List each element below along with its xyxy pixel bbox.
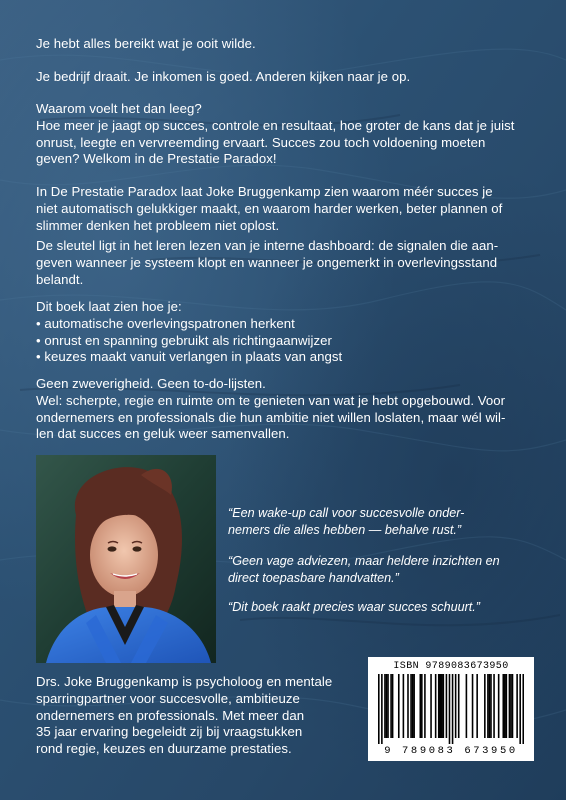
barcode-bar [421, 674, 423, 738]
review-quote-3 [228, 599, 548, 616]
key-line: geven wanneer je systeem klopt en wanneer je ongemerkt in overlevingsstand [36, 254, 498, 270]
quote-line: direct toepasbare handvatten.” [228, 570, 399, 585]
quote-line: nemers die alles hebben — behalve rust.” [228, 522, 462, 537]
review-quote-2 [228, 553, 548, 587]
barcode-bars [378, 674, 524, 744]
barcode-bar [516, 674, 518, 738]
barcode-bar [441, 674, 443, 738]
list-item: • onrust en spanning gebruikt als richtingaanwijzer [36, 332, 332, 348]
barcode-bar [424, 674, 426, 738]
paradox-line: onrust, leegte en vervreemding ervaart. Succes zou toch voldoening moeten [36, 134, 486, 150]
author-photo [36, 455, 216, 663]
paradox-line: Hoe meer je jaagt op succes, controle en resultaat, hoe groter de kans dat je juist [36, 117, 515, 133]
barcode-bar [430, 674, 432, 738]
barcode-bar [446, 674, 448, 738]
author-bio [36, 674, 356, 758]
barcode-bar [387, 674, 389, 738]
barcode-bar [510, 674, 512, 738]
paradox-paragraph [36, 101, 536, 168]
barcode-bar [519, 674, 521, 744]
isbn-label: ISBN 9789083673950 [393, 661, 509, 672]
closing-line: Geen zweverigheid. Geen to-do-lijsten. [36, 376, 266, 391]
key-line: De sleutel ligt in het leren lezen van je interne dashboard: de signalen die aan- [36, 238, 499, 253]
barcode-bar [390, 674, 392, 738]
barcode-bar [489, 674, 491, 738]
book-intro-line: slimmer denken het probleem niet oplost. [36, 217, 280, 233]
list-item: • keuzes maakt vanuit verlangen in plaats van angst [36, 349, 343, 365]
bio-line: rond regie, keuzes en duurzame prestaties. [36, 741, 292, 757]
closing-line: ondernemers en professionals die hun ambitie niet willen loslaten, maar wél wil- [36, 409, 506, 425]
closing-line: len dat succes en geluk weer samenvallen. [36, 426, 290, 442]
barcode-bar [398, 674, 400, 738]
barcode-bar [384, 674, 386, 738]
closing-line: Wel: scherpte, regie en ruimte om te genieten van wat je hebt opgebouwd. Voor [36, 392, 506, 408]
paradox-question: Waarom voelt het dan leeg? [36, 101, 202, 116]
barcode-bar [504, 674, 506, 738]
quote-line: “Dit boek raakt precies waar succes schuurt.” [228, 600, 480, 614]
barcode-bar [449, 674, 451, 744]
quote-line: “Geen vage adviezen, maar heldere inzichten en [228, 554, 500, 568]
barcode-bar [412, 674, 414, 738]
list-item: • automatische overlevingspatronen herkent [36, 315, 295, 331]
barcode-bar [407, 674, 409, 738]
barcode-bar [378, 674, 380, 744]
barcode-bar [439, 674, 441, 738]
barcode-bar [403, 674, 405, 738]
review-quote-1 [228, 505, 548, 539]
barcode-bar [498, 674, 500, 738]
barcode-bar [512, 674, 514, 738]
book-intro-paragraph [36, 184, 536, 234]
barcode-bar [487, 674, 489, 738]
barcode-bar [438, 674, 440, 738]
barcode-bar [386, 674, 388, 738]
barcode-bar [490, 674, 492, 738]
barcode-bar [502, 674, 504, 738]
barcode-bar [466, 674, 468, 738]
intro-line: Je bedrijf draait. Je inkomen is goed. Anderen kijken naar je op. [36, 69, 411, 84]
barcode-bar [419, 674, 421, 738]
bio-line: Drs. Joke Bruggenkamp is psycholoog en mentale [36, 674, 333, 689]
barcode-bar [392, 674, 394, 738]
barcode-bar [435, 674, 437, 738]
key-line: belandt. [36, 271, 84, 287]
book-intro-line: In De Prestatie Paradox laat Joke Bruggenkamp zien waarom méér succes je [36, 184, 493, 199]
barcode-bar [506, 674, 508, 738]
barcode-bar [493, 674, 495, 738]
barcode-bar [413, 674, 415, 738]
barcode-bar [522, 674, 524, 744]
book-intro-line: niet automatisch gelukkiger maakt, en waarom harder werken, beter plannen of [36, 200, 503, 216]
list-heading: Dit boek laat zien hoe je: [36, 299, 182, 314]
barcode-bar [455, 674, 457, 738]
isbn-digits: 9 789083 673950 [384, 745, 518, 757]
barcode-bar [509, 674, 511, 738]
barcode-bar [410, 674, 412, 738]
paradox-line: geven? Welkom in de Prestatie Paradox! [36, 151, 277, 167]
barcode-bar [443, 674, 445, 738]
barcode-bar [458, 674, 460, 738]
barcode-bar [484, 674, 486, 738]
barcode-bar [452, 674, 454, 744]
bio-line: sparringpartner voor succesvolle, ambitieuze [36, 690, 300, 706]
barcode-bar [476, 674, 478, 738]
closing-paragraph [36, 376, 536, 443]
intro-business [36, 69, 536, 86]
barcode-bar [472, 674, 474, 738]
intro-line: Je hebt alles bereikt wat je ooit wilde. [36, 36, 256, 51]
book-shows-list [36, 299, 536, 366]
barcode-bar [381, 674, 383, 744]
intro-achievement [36, 36, 536, 53]
bio-line: 35 jaar ervaring begeleidt zij bij vraagstukken [36, 724, 303, 740]
quote-line: “Een wake-up call voor succesvolle onder- [228, 506, 465, 520]
key-paragraph [36, 238, 536, 288]
isbn-barcode [368, 657, 534, 761]
bio-line: ondernemers en professionals. Met meer dan [36, 707, 305, 723]
